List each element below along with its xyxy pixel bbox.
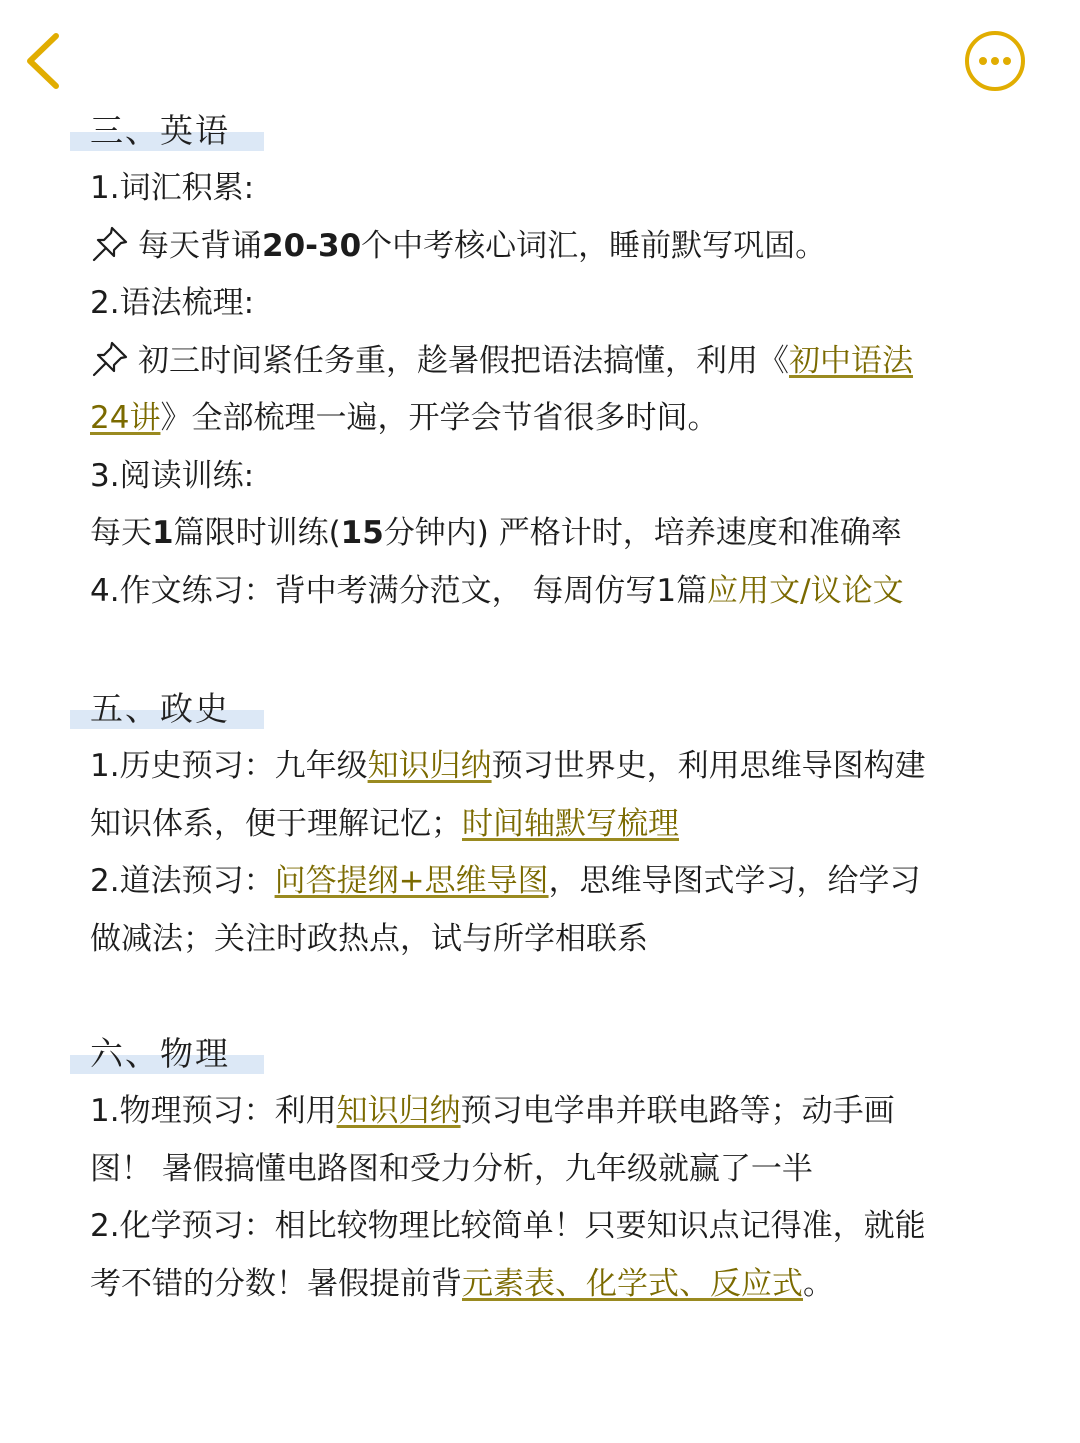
heading-text: 三、英语 xyxy=(90,111,230,150)
more-options-button[interactable] xyxy=(964,30,1026,92)
grammar-book-link-cont[interactable]: 24讲 xyxy=(90,400,161,436)
section-heading xyxy=(90,102,1080,160)
article-content xyxy=(0,102,1080,1313)
physics-text-cont: 图！ 暑假搞懂电路图和受力分析，九年级就赢了一半 xyxy=(90,1150,813,1187)
pushpin-icon xyxy=(90,224,130,264)
chevron-left-icon xyxy=(22,30,66,92)
history-text-cont: 知识体系，便于理解记忆；时间轴默写梳理 xyxy=(90,805,679,842)
more-dots-icon xyxy=(964,30,1026,92)
grammar-text: 初三时间紧任务重，趁暑假把语法搞懂，利用《初中语法 xyxy=(90,333,1035,391)
elements-formulas-link[interactable]: 元素表、化学式、反应式 xyxy=(462,1265,803,1302)
section-heading xyxy=(90,1025,1080,1083)
grammar-book-link[interactable]: 初中语法 xyxy=(789,342,913,379)
chemistry-text-cont: 考不错的分数！暑假提前背元素表、化学式、反应式。 xyxy=(90,1265,834,1302)
pushpin-icon xyxy=(90,339,130,379)
section-politics-history xyxy=(0,680,1080,968)
vocab-title: 1.词汇积累: xyxy=(90,170,255,206)
reading-text: 每天1篇限时训练(15分钟内) 严格计时，培养速度和准确率 xyxy=(90,515,902,551)
timeline-link[interactable]: 时间轴默写梳理 xyxy=(462,805,679,842)
heading-text: 五、政史 xyxy=(90,689,230,728)
grammar-text-cont: 24讲》全部梳理一遍，开学会节省很多时间。 xyxy=(90,400,719,436)
history-text: 1.历史预习：九年级知识归纳预习世界史，利用思维导图构建 xyxy=(90,748,926,784)
essay-types: 应用文/议论文 xyxy=(707,572,904,609)
reading-title: 3.阅读训练: xyxy=(90,457,255,494)
morality-text-cont: 做减法；关注时政热点，试与所学相联系 xyxy=(90,920,648,957)
knowledge-summary-link[interactable]: 知识归纳 xyxy=(367,748,492,784)
qa-outline-link[interactable]: 问答提纲+思维导图 xyxy=(274,863,549,899)
vocab-text: 每天背诵20-30个中考核心词汇，睡前默写巩固。 xyxy=(90,218,1035,276)
chemistry-text: 2.化学预习：相比较物理比较简单！只要知识点记得准，就能 xyxy=(90,1208,926,1244)
grammar-title: 2.语法梳理: xyxy=(90,285,255,321)
back-button[interactable] xyxy=(22,30,66,92)
physics-text: 1.物理预习：利用知识归纳预习电学串并联电路等；动手画 xyxy=(90,1093,895,1129)
section-heading xyxy=(90,680,1080,738)
morality-text: 2.道法预习：问答提纲+思维导图，思维导图式学习，给学习 xyxy=(90,863,921,899)
knowledge-summary-link[interactable]: 知识归纳 xyxy=(336,1093,461,1129)
section-english xyxy=(0,102,1080,620)
writing-text: 4.作文练习：背中考满分范文， 每周仿写1篇应用文/议论文 xyxy=(90,572,904,609)
section-physics xyxy=(0,1025,1080,1313)
heading-text: 六、物理 xyxy=(90,1034,230,1073)
